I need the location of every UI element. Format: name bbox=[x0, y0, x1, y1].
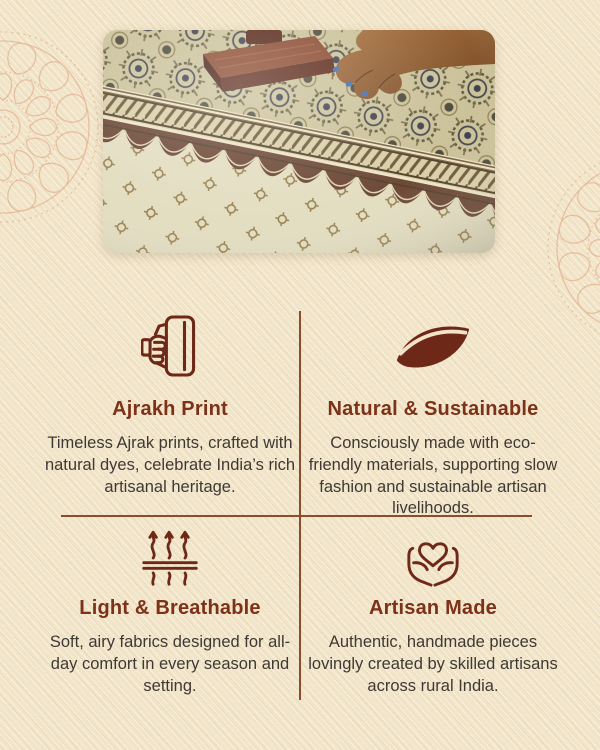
block-printing-photo-illustration bbox=[103, 30, 495, 253]
feature-title: Natural & Sustainable bbox=[327, 398, 539, 420]
feature-description: Soft, airy fabrics designed for all-day comfort in every season and setting. bbox=[49, 633, 291, 695]
hands-heart-icon bbox=[301, 527, 565, 589]
leaf-icon bbox=[301, 312, 565, 380]
feature-description: Consciously made with eco-friendly materials, supporting slow fashion and sustainable artisan livelihoods. bbox=[308, 434, 558, 518]
feature-title: Light & Breathable bbox=[79, 597, 261, 619]
breathable-fabric-icon bbox=[38, 527, 302, 589]
feature-title: Artisan Made bbox=[369, 597, 497, 619]
feature-description: Timeless Ajrak prints, crafted with natural dyes, celebrate India’s rich artisanal heritage. bbox=[44, 434, 296, 496]
feature-description: Authentic, handmade pieces lovingly created by skilled artisans across rural India. bbox=[308, 633, 558, 695]
feature-card-ajrakh-print bbox=[38, 312, 302, 498]
feature-card-light-breathable bbox=[38, 527, 302, 697]
feature-card-artisan-made bbox=[301, 527, 565, 697]
hero-photo bbox=[103, 30, 495, 253]
mandala-ornament-top-left bbox=[0, 12, 118, 242]
feature-card-natural-sustainable bbox=[301, 312, 565, 520]
block-print-hand-icon bbox=[38, 312, 302, 380]
feature-title: Ajrakh Print bbox=[112, 398, 228, 420]
